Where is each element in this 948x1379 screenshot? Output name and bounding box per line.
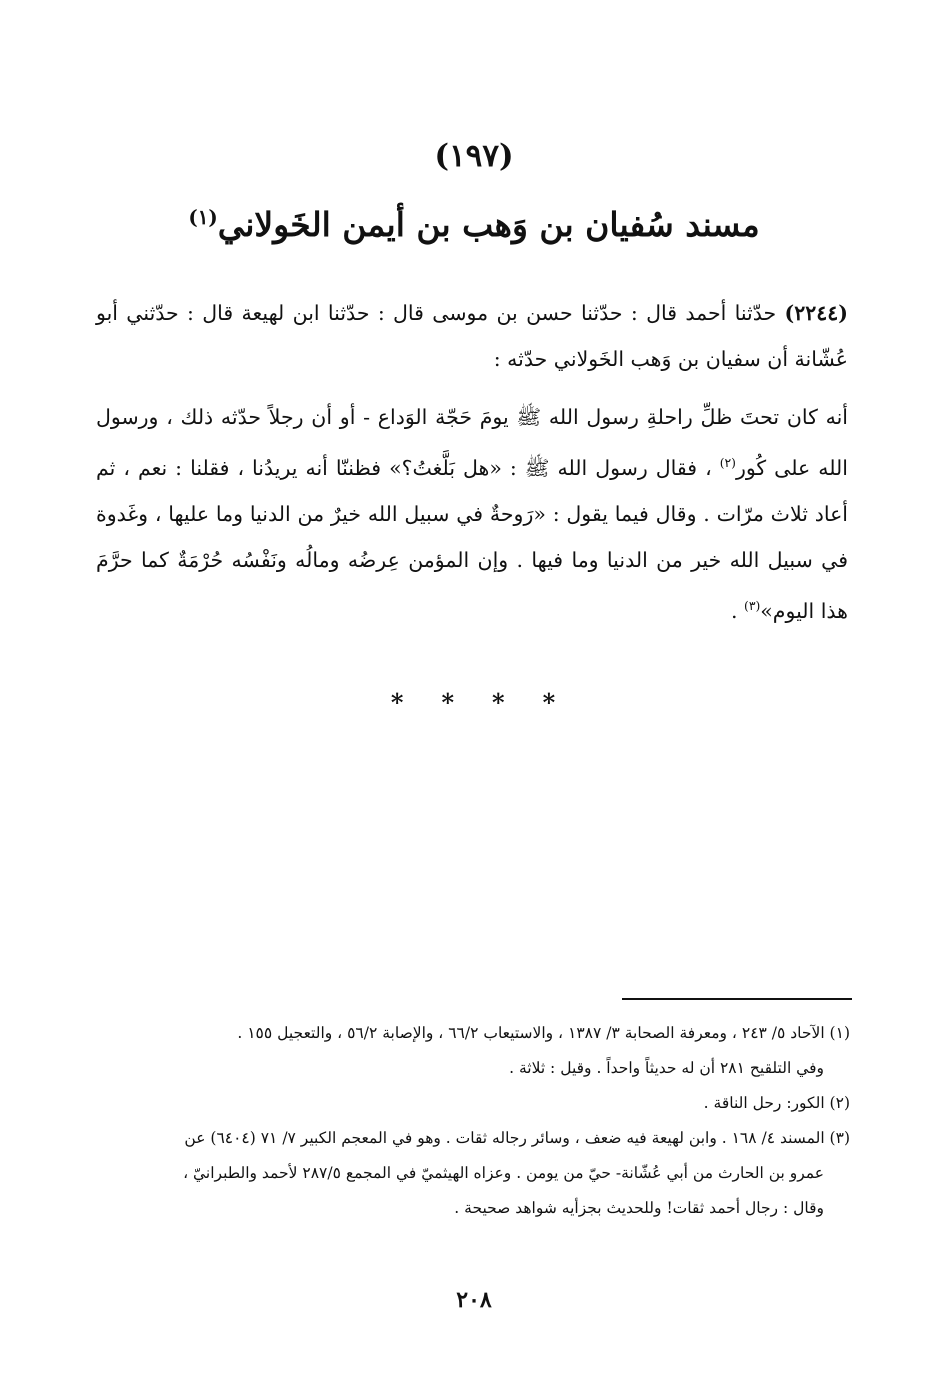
hadith-number: (٢٢٤٤) bbox=[784, 301, 848, 325]
matn-text-a: أنه كان تحتَ ظلِّ راحلةِ رسول الله ﷺ يومَ حَجّة الوَداع - أو أن رجلاً حدّثه ذلك ، ورسول الله على كُور bbox=[96, 405, 848, 480]
footnote-divider bbox=[622, 998, 852, 1000]
isnad-paragraph bbox=[96, 290, 848, 382]
separator-star: * bbox=[441, 688, 456, 717]
matn-text-b: ، فقال رسول الله ﷺ : «هل بَلَّغتُ؟» فظننّا أنه يريدُنا ، فقلنا : نعم ، ثم أعاد ثلاث مرّات . وقال فيما يقول : «رَوحةٌ في سبيل الله خيرٌ من الدنيا وما عليها ، وغَدوة في سبيل الله خير من الدنيا وما فيها . وإن المؤمن عِرضُه ومالُه ونَفْسُه حُرْمَةٌ كما حرَّمَ هذا اليوم» bbox=[96, 455, 848, 623]
footnote-ref-2: (٢) bbox=[719, 456, 736, 470]
chapter-title-footnote-ref: (١) bbox=[188, 205, 218, 229]
page-number: ٢٠٨ bbox=[456, 1287, 492, 1313]
chapter-title bbox=[60, 205, 888, 244]
footnote-1-continuation bbox=[96, 1051, 850, 1086]
chapter-number: (١٩٧) bbox=[434, 138, 514, 174]
footnote-ref-3: (٣) bbox=[744, 598, 761, 613]
footnote-3-line-3: وقال : رجال أحمد ثقات! وللحديث بجزأيه شواهد صحيحة . bbox=[454, 1199, 824, 1217]
isnad-text: حدّثنا أحمد قال : حدّثنا حسن بن موسى قال : حدّثنا ابن لهيعة قال : حدّثني أبو عُشّانة أن سفيان بن وَهب الخَولاني حدّثه : bbox=[96, 301, 848, 371]
body-text bbox=[96, 290, 848, 646]
separator-star: * bbox=[492, 688, 507, 717]
footnote-1-line-2: وفي التلقيح ٢٨١ أن له حديثاً واحداً . وقيل : ثلاثة . bbox=[509, 1059, 824, 1077]
footnote-3-line-2: عمرو بن الحارث من أبي عُشّانة- حيّ من يومن . وعزاه الهيثميّ في المجمع ٢٨٧/٥ لأحمد والطبرانيّ ، bbox=[183, 1164, 824, 1182]
matn-text-c: . bbox=[730, 598, 745, 623]
footnote-1-line-1: (١) الآحاد ٥/ ٢٤٣ ، ومعرفة الصحابة ٣/ ١٣٨٧ ، والاستيعاب ٦٦/٢ ، والإصابة ٥٦/٢ ، والتعجيل ١٥٥ . bbox=[237, 1024, 850, 1042]
footnote-3-continuation bbox=[96, 1156, 850, 1191]
separator-star: * bbox=[542, 688, 558, 717]
footnote-3 bbox=[96, 1121, 850, 1156]
footnote-1 bbox=[96, 1016, 850, 1051]
chapter-title-text: مسند سُفيان بن وَهب بن أيمن الخَولاني bbox=[217, 205, 760, 244]
footnote-3-line-1: (٣) المسند ٤/ ١٦٨ . وابن لهيعة فيه ضعف ، وسائر رجاله ثقات . وهو في المعجم الكبير ٧/ ٧١ (٦٤٠٤) عن bbox=[184, 1129, 850, 1147]
footnote-2-line-1: (٢) الكور: رحل الناقة . bbox=[703, 1094, 850, 1112]
separator-star: * bbox=[390, 688, 406, 717]
matn-paragraph bbox=[96, 394, 848, 634]
section-separator bbox=[0, 688, 948, 717]
footnotes bbox=[96, 1016, 850, 1226]
footnote-3-continuation bbox=[96, 1191, 850, 1226]
footnote-2 bbox=[96, 1086, 850, 1121]
